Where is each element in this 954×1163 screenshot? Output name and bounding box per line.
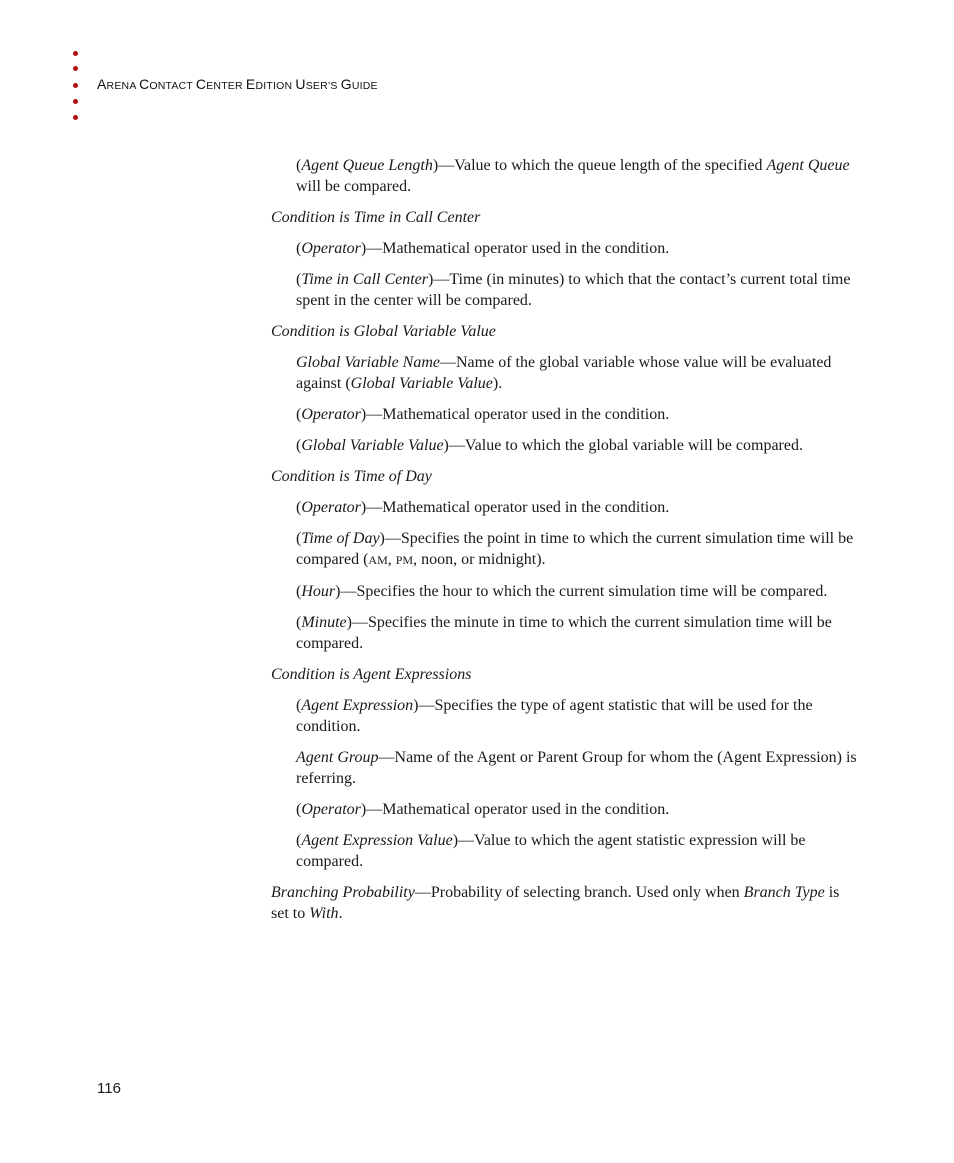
definition-agent-queue-length: (Agent Queue Length)—Value to which the queue length of the specified Agent Queue will be compared. [296, 157, 850, 195]
definition-agent-expression-value: (Agent Expression Value)—Value to which the agent statistic expression will be compared. [296, 832, 806, 870]
running-head: ARENA CONTACT CENTER EDITION USER’S GUIDE [97, 76, 378, 92]
definition-time-of-day: (Time of Day)—Specifies the point in time to which the current simulation time will be compared (AM, PM, noon, or midnight). [296, 530, 854, 568]
body-text [271, 155, 861, 934]
definition-branching-probability: Branching Probability—Probability of selecting branch. Used only when Branch Type is set to With. [271, 884, 840, 922]
definition-agent-expression: (Agent Expression)—Specifies the type of agent statistic that will be used for the condition. [296, 697, 813, 735]
bullet-dot [73, 115, 78, 120]
section-heading-time-of-day: Condition is Time of Day [271, 468, 432, 485]
section-heading-agent-expressions: Condition is Agent Expressions [271, 666, 472, 683]
bullet-dot [73, 83, 78, 88]
definition-global-variable-value: (Global Variable Value)—Value to which the global variable will be compared. [296, 437, 803, 454]
definition-agent-group: Agent Group—Name of the Agent or Parent Group for whom the (Agent Expression) is referring. [296, 749, 857, 787]
definition-operator: (Operator)—Mathematical operator used in the condition. [296, 499, 670, 516]
definition-minute: (Minute)—Specifies the minute in time to which the current simulation time will be compared. [296, 614, 832, 652]
definition-global-variable-name: Global Variable Name—Name of the global variable whose value will be evaluated against (Global Variable Value). [296, 354, 832, 392]
definition-operator: (Operator)—Mathematical operator used in the condition. [296, 801, 670, 818]
definition-operator: (Operator)—Mathematical operator used in the condition. [296, 240, 670, 257]
definition-time-in-call-center: (Time in Call Center)—Time (in minutes) to which that the contact’s current total time spent in the center will be compared. [296, 271, 851, 309]
page-number: 116 [97, 1080, 121, 1097]
bullet-dot [73, 51, 78, 56]
definition-hour: (Hour)—Specifies the hour to which the current simulation time will be compared. [296, 583, 828, 600]
bullet-dot [73, 66, 78, 71]
bullet-dot [73, 99, 78, 104]
definition-operator: (Operator)—Mathematical operator used in the condition. [296, 406, 670, 423]
section-heading-time-in-call-center: Condition is Time in Call Center [271, 209, 481, 226]
section-heading-global-variable-value: Condition is Global Variable Value [271, 323, 496, 340]
